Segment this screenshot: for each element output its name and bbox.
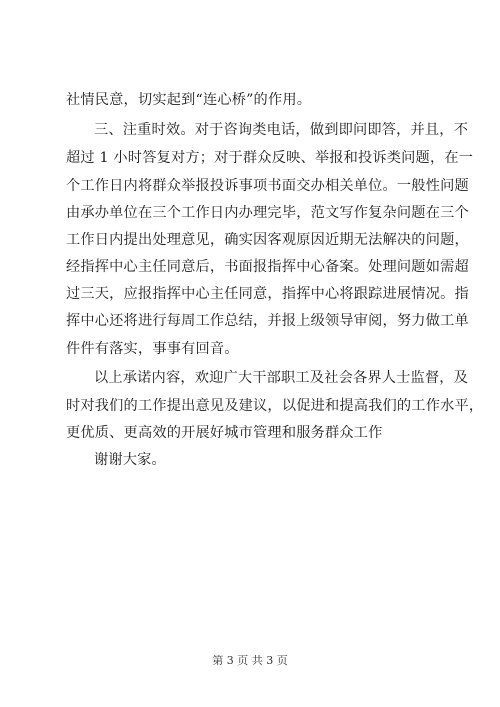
paragraph-line: 个工作日内将群众举报投诉事项书面交办相关单位。一般性问题	[66, 178, 469, 194]
paragraph-line: 件件有落实，事事有回音。	[66, 341, 239, 357]
paragraph-line: 由承办单位在三个工作日内办理完毕，范文写作复杂问题在三个	[66, 205, 469, 221]
page-number-footer: 第 3 页 共 3 页	[212, 654, 288, 667]
paragraph-line: 超过 1 小时答复对方；对于群众反映、举报和投诉类问题，在一	[66, 150, 474, 166]
paragraph-line: 工作日内提出处理意见，确实因客观原因近期无法解决的问题，	[66, 232, 469, 248]
paragraph-line: 挥中心还将进行每周工作总结，并报上级领导审阅，努力做工单	[66, 313, 469, 329]
paragraph-line: 三、注重时效。对于咨询类电话，做到即问即答，并且，不	[94, 122, 469, 138]
paragraph-line: 以上承诺内容，欢迎广大干部职工及社会各界人士监督，及	[94, 370, 469, 386]
paragraph-line: 更优质、更高效的开展好城市管理和服务群众工作	[66, 425, 383, 441]
paragraph-line: 经指挥中心主任同意后，书面报指挥中心备案。处理问题如需超	[66, 259, 469, 275]
paragraph-line: 过三天，应报指挥中心主任同意，指挥中心将跟踪进展情况。指	[66, 286, 469, 302]
paragraph-line: 时对我们的工作提出意见及建议，以促进和提高我们的工作水平，	[66, 398, 484, 414]
closing-line: 谢谢大家。	[94, 452, 166, 468]
paragraph-line: 社情民意，切实起到“连心桥”的作用。	[66, 92, 312, 108]
